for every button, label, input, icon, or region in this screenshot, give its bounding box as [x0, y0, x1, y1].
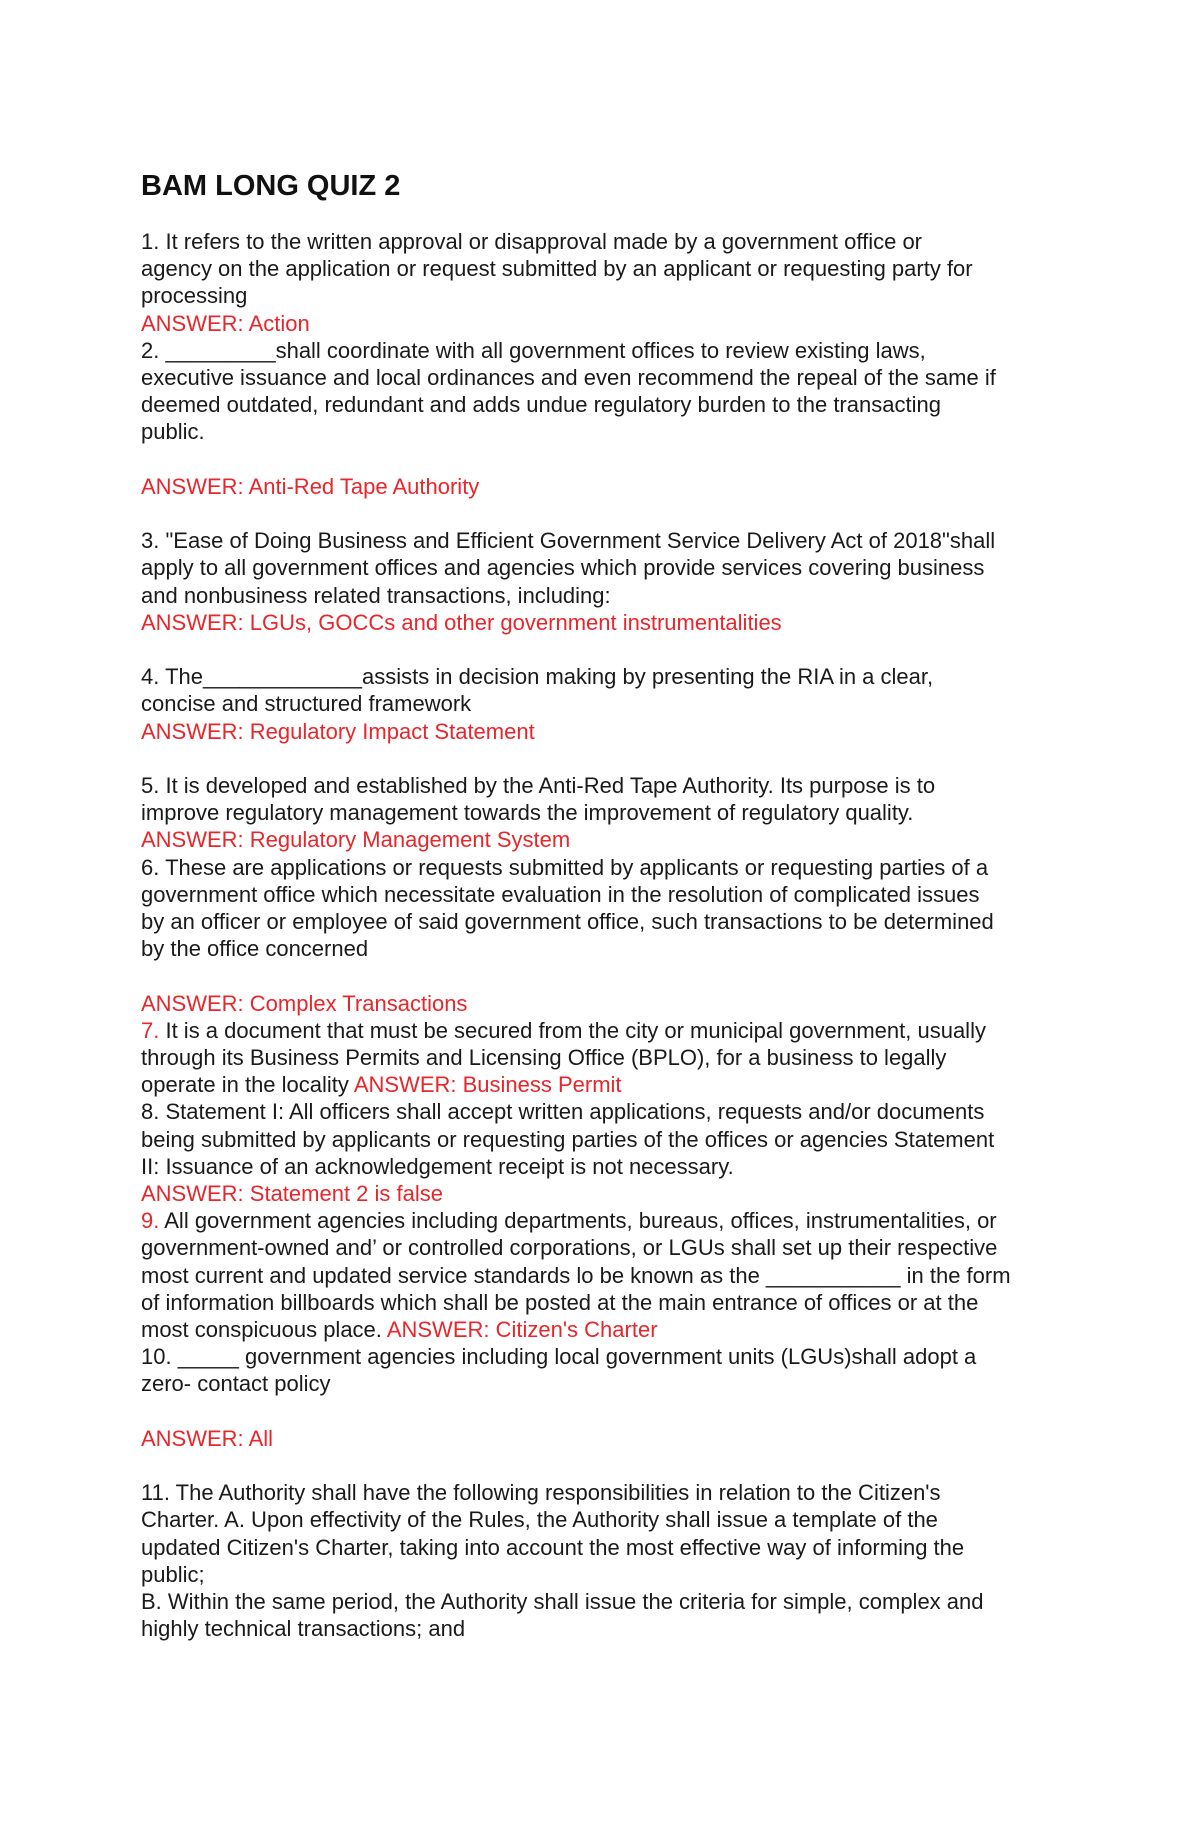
question-3 [141, 527, 1091, 636]
question-text-line: and nonbusiness related transactions, including: [141, 582, 611, 608]
question-text-line: of information billboards which shall be posted at the main entrance of offices or at the [141, 1289, 979, 1315]
question-text-line: being submitted by applicants or requesting parties of the offices or agencies Statement [141, 1126, 995, 1152]
answer-text: ANSWER: All [141, 1425, 274, 1451]
question-text-line: zero- contact policy [141, 1371, 331, 1397]
question-text-line: 10. _____ government agencies including local government units (LGUs)shall adopt a [141, 1344, 977, 1370]
question-text-line: 11. The Authority shall have the following responsibilities in relation to the Citizen's [141, 1480, 941, 1506]
question-2 [141, 337, 1091, 500]
question-text-line [141, 1316, 1091, 1343]
question-text-line [141, 1207, 1091, 1234]
question-text-line: concise and structured framework [141, 691, 472, 717]
question-text-line: 3. "Ease of Doing Business and Efficient Government Service Delivery Act of 2018"shall [141, 528, 996, 554]
answer-text: ANSWER: Action [141, 310, 310, 336]
blank-line [141, 1398, 1091, 1425]
document-title: BAM LONG QUIZ 2 [141, 170, 401, 202]
answer-text: ANSWER: Statement 2 is false [141, 1181, 443, 1207]
question-text-line: 6. These are applications or requests submitted by applicants or requesting parties of a [141, 854, 989, 880]
question-11 [141, 1479, 1091, 1642]
answer-text: ANSWER: Business Permit [353, 1072, 622, 1098]
answer-text: ANSWER: Regulatory Management System [141, 827, 571, 853]
question-text-line: by an officer or employee of said government office, such transactions to be determined [141, 909, 994, 935]
question-text-line: by the office concerned [141, 936, 369, 962]
question-text: most conspicuous place. [141, 1317, 387, 1343]
question-text-line: updated Citizen's Charter, taking into account the most effective way of informing the [141, 1534, 965, 1560]
question-text-line: government-owned and’ or controlled corporations, or LGUs shall set up their respective [141, 1235, 998, 1261]
question-6 [141, 854, 1091, 1017]
question-text-line: most current and updated service standards lo be known as the ___________ in the form [141, 1262, 1011, 1288]
question-text-line: 2. _________shall coordinate with all government offices to review existing laws, [141, 337, 926, 363]
question-text: All government agencies including departments, bureaus, offices, instrumentalities, or [159, 1208, 997, 1234]
question-text-line: apply to all government offices and agencies which provide services covering business [141, 555, 985, 581]
question-text-line: government office which necessitate evaluation in the resolution of complicated issues [141, 881, 980, 907]
question-text-line: agency on the application or request submitted by an applicant or requesting party for [141, 256, 973, 282]
question-text-line: 1. It refers to the written approval or disapproval made by a government office or [141, 229, 922, 254]
question-text-line: highly technical transactions; and [141, 1616, 466, 1642]
document-page [141, 168, 1091, 1642]
blank-line [141, 1452, 1091, 1479]
question-4 [141, 663, 1091, 745]
question-text-line [141, 1071, 1091, 1098]
question-text-line: processing [141, 283, 248, 309]
question-text-line: 5. It is developed and established by the Anti-Red Tape Authority. Its purpose is to [141, 773, 936, 798]
answer-text: ANSWER: LGUs, GOCCs and other government instrumentalities [141, 609, 782, 635]
question-9 [141, 1207, 1091, 1343]
question-text-line: 4. The_____________assists in decision making by presenting the RIA in a clear, [141, 664, 934, 690]
question-7 [141, 1017, 1091, 1099]
question-text-line: public; [141, 1561, 205, 1587]
blank-line [141, 500, 1091, 527]
question-text: operate in the locality [141, 1072, 354, 1098]
answer-text: ANSWER: Complex Transactions [141, 990, 468, 1016]
question-text-line: through its Business Permits and Licensing Office (BPLO), for a business to legally [141, 1045, 947, 1071]
blank-line [141, 962, 1091, 989]
blank-line [141, 636, 1091, 663]
blank-line [141, 446, 1091, 473]
question-text-line: improve regulatory management towards the improvement of regulatory quality. [141, 800, 914, 826]
question-text-line: Charter. A. Upon effectivity of the Rules, the Authority shall issue a template of the [141, 1507, 938, 1533]
question-5 [141, 772, 1091, 854]
question-text: It is a document that must be secured from the city or municipal government, usually [159, 1017, 986, 1043]
question-1 [141, 228, 1091, 337]
answer-text: ANSWER: Citizen's Charter [386, 1317, 658, 1343]
question-number: 7. [141, 1017, 160, 1043]
blank-line [141, 745, 1091, 772]
question-text-line: public. [141, 419, 205, 445]
answer-text: ANSWER: Anti-Red Tape Authority [141, 473, 480, 499]
question-8 [141, 1098, 1091, 1207]
question-text-line: deemed outdated, redundant and adds undue regulatory burden to the transacting [141, 392, 941, 418]
question-text-line: II: Issuance of an acknowledgement receipt is not necessary. [141, 1153, 734, 1179]
question-text-line: 8. Statement I: All officers shall accept written applications, requests and/or documents [141, 1099, 985, 1125]
question-text-line: B. Within the same period, the Authority shall issue the criteria for simple, complex and [141, 1589, 984, 1615]
question-number: 9. [141, 1208, 160, 1234]
question-text-line: executive issuance and local ordinances and even recommend the repeal of the same if [141, 365, 996, 391]
answer-text: ANSWER: Regulatory Impact Statement [141, 718, 535, 744]
question-text-line [141, 1017, 1091, 1044]
question-10 [141, 1343, 1091, 1452]
